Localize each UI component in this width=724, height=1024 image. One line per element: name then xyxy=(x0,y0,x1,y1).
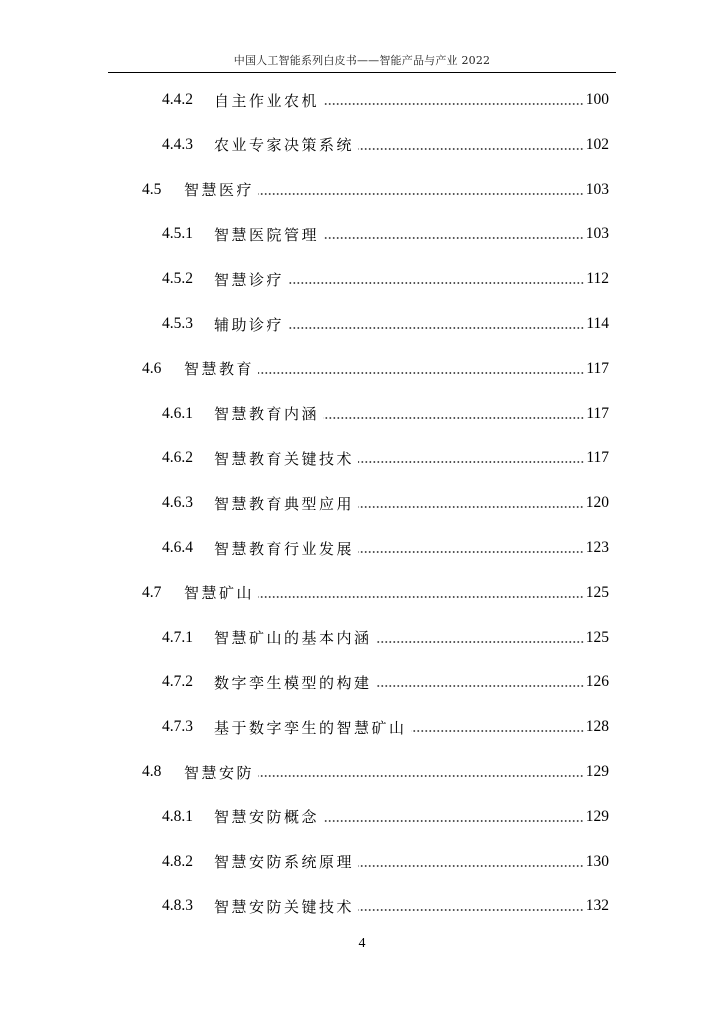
toc-entry-title: 基于数字孪生的智慧矿山 xyxy=(214,718,407,737)
toc-entry-title: 智慧安防概念 xyxy=(214,808,320,827)
toc-entry-number: 4.5.2 xyxy=(162,270,193,288)
toc-entry-number: 4.4.3 xyxy=(162,135,193,153)
toc-entry-title: 智慧教育内涵 xyxy=(214,405,320,424)
toc-dot-leader xyxy=(323,820,584,822)
toc-entry[interactable] xyxy=(162,444,609,472)
toc-entry-number: 4.8 xyxy=(142,763,162,780)
toc-entry-page: 103 xyxy=(585,225,609,243)
toc-dot-leader xyxy=(323,417,584,419)
toc-entry-title: 数字孪生模型的构建 xyxy=(214,673,372,692)
toc-dot-leader xyxy=(376,685,584,687)
toc-entry-page: 117 xyxy=(586,359,609,377)
toc-dot-leader xyxy=(323,103,584,105)
toc-entry[interactable] xyxy=(162,489,609,517)
toc-entry-number: 4.6.4 xyxy=(162,539,193,556)
toc-entry[interactable] xyxy=(162,848,609,876)
toc-entry-page: 125 xyxy=(585,628,609,646)
toc-entry-title: 智慧医院管理 xyxy=(214,225,320,244)
toc-entry-number: 4.7.2 xyxy=(162,673,193,691)
toc-entry-page: 103 xyxy=(585,180,609,198)
toc-entry[interactable] xyxy=(142,176,609,204)
toc-dot-leader xyxy=(358,909,584,911)
toc-entry[interactable] xyxy=(162,131,609,159)
toc-dot-leader xyxy=(288,282,584,284)
toc-entry-title: 智慧矿山 xyxy=(184,584,255,603)
toc-entry[interactable] xyxy=(162,220,609,248)
toc-entry-number: 4.8.3 xyxy=(162,897,193,915)
toc-dot-leader xyxy=(358,506,584,508)
toc-entry[interactable] xyxy=(162,892,609,920)
toc-dot-leader xyxy=(411,730,584,732)
toc-entry-page: 102 xyxy=(585,135,609,153)
toc-entry-title: 智慧矿山的基本内涵 xyxy=(214,629,372,648)
toc-entry-number: 4.5 xyxy=(142,180,162,198)
toc-entry-title: 智慧诊疗 xyxy=(214,270,285,289)
toc-entry-number: 4.8.2 xyxy=(162,852,193,870)
toc-dot-leader xyxy=(358,551,584,553)
toc-entry-page: 125 xyxy=(585,583,609,601)
toc-entry-page: 123 xyxy=(585,539,609,556)
toc-entry-page: 100 xyxy=(585,91,609,108)
toc-dot-leader xyxy=(288,327,584,329)
toc-entry[interactable] xyxy=(162,668,609,696)
toc-entry[interactable] xyxy=(162,400,609,428)
toc-entry-page: 120 xyxy=(585,494,609,512)
toc-entry-number: 4.7.3 xyxy=(162,718,193,736)
toc-entry[interactable] xyxy=(162,534,609,562)
toc-entry-page: 117 xyxy=(586,449,609,467)
toc-dot-leader xyxy=(323,237,584,239)
toc-entry-title: 辅助诊疗 xyxy=(214,315,285,334)
toc-dot-leader xyxy=(258,596,584,598)
toc-dot-leader xyxy=(358,461,584,463)
toc-entry-number: 4.7 xyxy=(142,583,162,601)
toc-entry-page: 130 xyxy=(585,852,609,870)
toc-entry-page: 128 xyxy=(585,718,609,736)
toc-entry-title: 智慧教育典型应用 xyxy=(214,494,355,513)
toc-dot-leader xyxy=(258,193,584,195)
toc-entry[interactable] xyxy=(162,265,609,293)
toc-dot-leader xyxy=(258,372,584,374)
toc-entry[interactable] xyxy=(142,758,609,786)
toc-entry-title: 智慧教育 xyxy=(184,360,255,379)
toc-dot-leader xyxy=(358,148,584,150)
toc-dot-leader xyxy=(376,641,584,643)
toc-entry-number: 4.6.3 xyxy=(162,494,193,512)
toc-dot-leader xyxy=(358,865,584,867)
page-number: 4 xyxy=(358,936,366,951)
toc-entry[interactable] xyxy=(162,310,609,338)
toc-entry[interactable] xyxy=(142,355,609,383)
running-header: 中国人工智能系列白皮书——智能产品与产业 2022 xyxy=(233,54,491,67)
toc-entry-number: 4.8.1 xyxy=(162,807,193,825)
toc-entry-title: 智慧安防系统原理 xyxy=(214,853,355,872)
toc-entry-title: 智慧医疗 xyxy=(184,181,255,200)
toc-entry-title: 智慧教育行业发展 xyxy=(214,539,355,558)
toc-entry-title: 自主作业农机 xyxy=(214,91,320,110)
toc-entry-title: 农业专家决策系统 xyxy=(214,136,355,155)
toc-dot-leader xyxy=(258,775,584,777)
toc-entry-title: 智慧安防 xyxy=(184,763,255,782)
toc-entry[interactable] xyxy=(142,579,609,607)
toc-entry-page: 114 xyxy=(586,315,609,332)
toc-entry-number: 4.6.2 xyxy=(162,449,193,467)
toc-entry-page: 117 xyxy=(586,404,609,422)
toc-entry-page: 129 xyxy=(585,763,609,780)
toc-entry-title: 智慧安防关键技术 xyxy=(214,897,355,916)
toc-entry-number: 4.7.1 xyxy=(162,628,193,646)
toc-entry-number: 4.6 xyxy=(142,359,162,377)
toc-entry[interactable] xyxy=(162,713,609,741)
toc-entry-page: 132 xyxy=(585,897,609,915)
toc-entry[interactable] xyxy=(162,624,609,652)
toc-entry-title: 智慧教育关键技术 xyxy=(214,449,355,468)
toc-entry-page: 126 xyxy=(585,673,609,691)
toc-entry-page: 112 xyxy=(586,270,609,288)
toc-entry[interactable] xyxy=(162,803,609,831)
toc-entry-number: 4.5.1 xyxy=(162,225,193,243)
toc-entry-page: 129 xyxy=(585,807,609,825)
toc-entry-number: 4.5.3 xyxy=(162,315,193,332)
header-rule xyxy=(108,72,616,73)
toc-entry-number: 4.4.2 xyxy=(162,91,193,108)
toc-entry-number: 4.6.1 xyxy=(162,404,193,422)
toc-entry[interactable] xyxy=(162,86,609,114)
